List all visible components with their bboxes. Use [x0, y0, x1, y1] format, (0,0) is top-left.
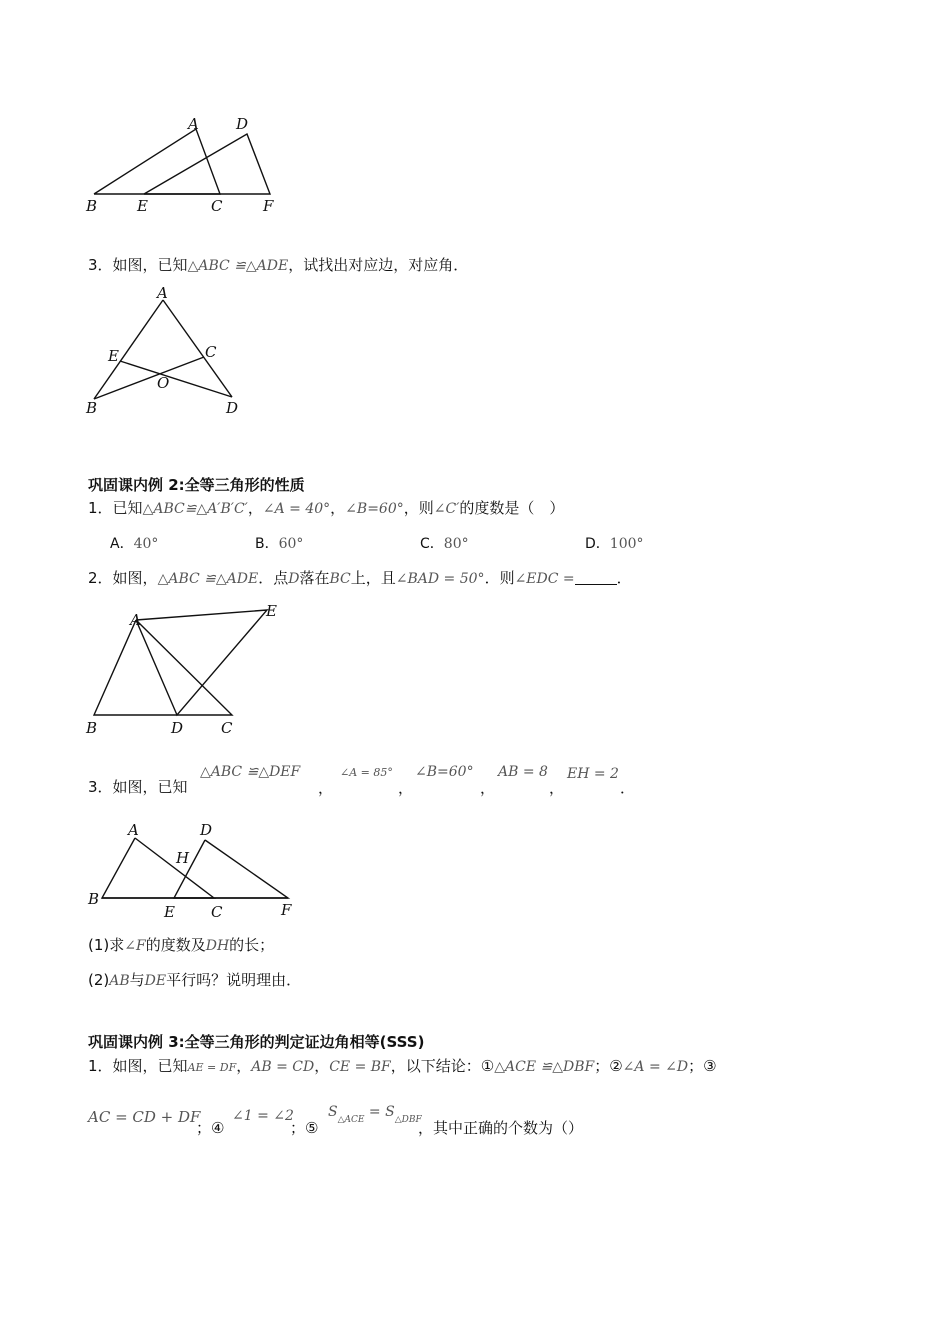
- label-o: O: [157, 374, 170, 392]
- option-b: B．60°: [255, 536, 304, 552]
- section-2-question-3-label: 3．如图，已知: [88, 778, 188, 796]
- label-e: E: [266, 602, 277, 620]
- section-2-title: 巩固课内例 2:全等三角形的性质: [88, 476, 305, 494]
- figure-triangles-abc-def-h: [80, 818, 310, 924]
- option-c: C．80°: [420, 536, 469, 552]
- triangle-def: [174, 840, 288, 898]
- segment-bd: [120, 361, 232, 397]
- triangle-abc: [102, 838, 214, 898]
- question-3-congruent: 3．如图，已知△ABC ≌△ADE，试找出对应边，对应角．: [88, 256, 469, 274]
- figure-triangles-abd-ace: [80, 282, 260, 422]
- figure-triangles-abc-ade: [80, 598, 300, 743]
- label-f: F: [263, 197, 274, 215]
- label-d: D: [200, 821, 213, 839]
- section-3-question-1-line-1: 1．如图，已知AE = DF，AB = CD，CE = BF，以下结论：①△ACE ≌△DBF；②∠A = ∠D；③: [88, 1057, 717, 1075]
- label-h: H: [176, 849, 190, 867]
- label-d: D: [171, 719, 184, 737]
- label-d: D: [226, 399, 239, 417]
- side-ad: [163, 300, 232, 397]
- label-c: C: [205, 343, 217, 361]
- label-d: D: [236, 115, 249, 133]
- triangle-ade: [136, 610, 267, 715]
- label-c: C: [221, 719, 233, 737]
- section-2-question-2: 2．如图，△ABC ≌△ADE．点D落在BC上，且∠BAD = 50°．则∠EDC = ．: [88, 569, 632, 587]
- option-a: A．40°: [110, 536, 159, 552]
- label-b: B: [88, 890, 100, 908]
- sub-question-2: (2)AB与DE平行吗？说明理由．: [88, 971, 302, 989]
- triangle-abc: [94, 620, 232, 715]
- label-b: B: [86, 719, 98, 737]
- label-a: A: [130, 611, 141, 629]
- sub-question-1: (1)求∠F的度数及DH的长；: [88, 936, 275, 954]
- side-ab: [94, 300, 163, 399]
- section-2-question-1: 1．已知△ABC≌△A′B′C′，∠A = 40°，∠B=60°，则∠C′的度数是（ ）: [88, 499, 565, 517]
- label-c: C: [211, 197, 223, 215]
- label-e: E: [137, 197, 148, 215]
- option-d: D．100°: [585, 536, 644, 552]
- section-3-title: 巩固课内例 3:全等三角形的判定证边角相等(SSS): [88, 1033, 425, 1051]
- triangle-def: [144, 134, 270, 194]
- label-f: F: [281, 901, 292, 919]
- answer-blank[interactable]: [575, 570, 617, 585]
- label-e: E: [164, 903, 175, 921]
- label-e: E: [108, 347, 119, 365]
- area-expression: $S_{\triangle ACE} = S_{\triangle DBF}$: [328, 1104, 422, 1125]
- label-c: C: [211, 903, 223, 921]
- label-b: B: [86, 399, 98, 417]
- figure-triangles-abc-def: [80, 112, 290, 222]
- label-a: A: [188, 115, 199, 133]
- label-a: A: [128, 821, 139, 839]
- label-b: B: [86, 197, 98, 215]
- label-a: A: [157, 284, 168, 302]
